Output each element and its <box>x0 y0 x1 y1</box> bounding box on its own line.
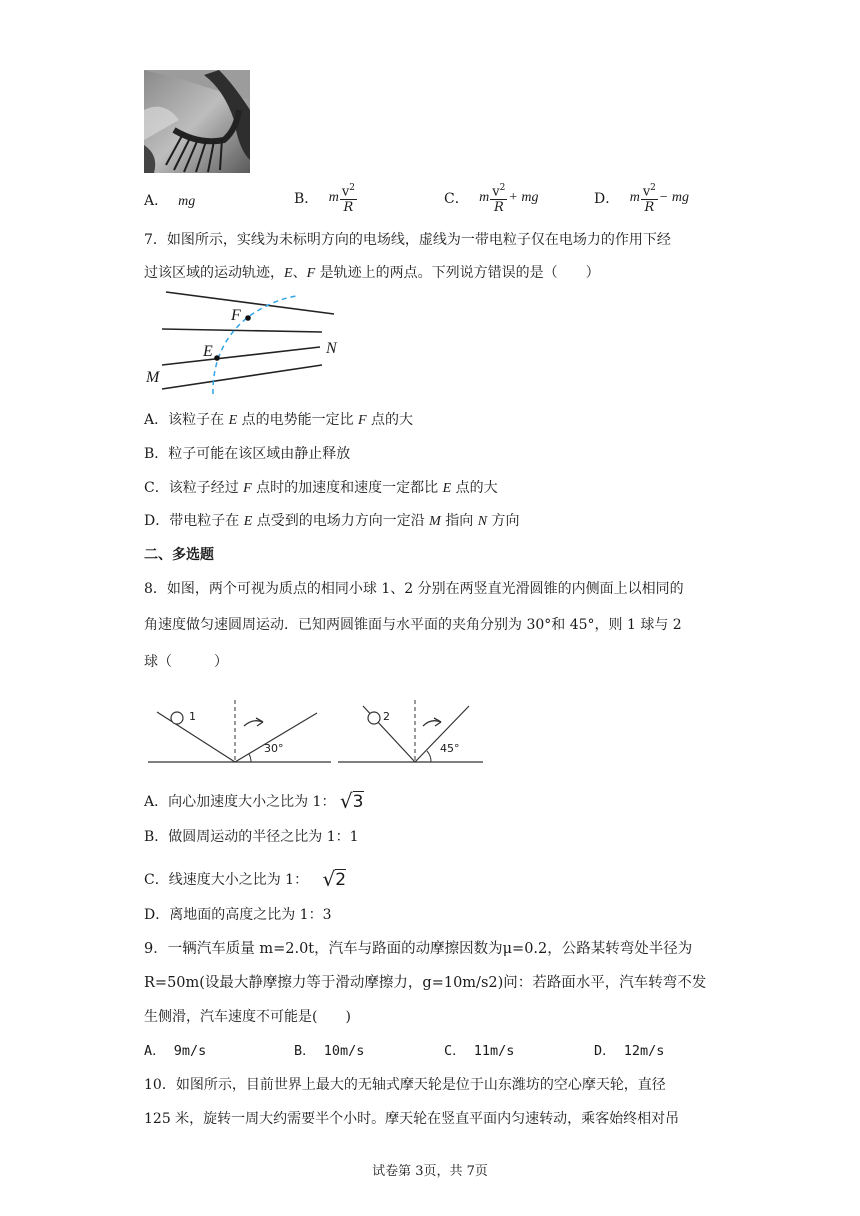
q9-stem-line3: 生侧滑，汽车速度不可能是( ) <box>144 1009 351 1025</box>
q6-option-a[interactable] <box>144 194 195 209</box>
q9-option-a[interactable]: A． 9m/s <box>144 1043 207 1059</box>
fraction <box>490 181 507 215</box>
point-e-dot <box>214 355 220 361</box>
denominator: R <box>493 200 504 216</box>
q10-stem-line1: 10．如图所示，目前世界上最大的无轴式摩天轮是位于山东潍坊的空心摩天轮，直径 <box>144 1077 666 1093</box>
ball-1-label: 1 <box>189 710 196 723</box>
option-label: D． <box>594 191 620 208</box>
point-e: E <box>284 266 293 281</box>
figure-label-e: E <box>203 343 213 360</box>
text: A．该粒子在 <box>144 412 229 428</box>
page-footer: 试卷第 3页，共 7页 <box>372 1164 488 1179</box>
text: C．线速度大小之比为 1： <box>144 872 309 888</box>
q9-option-c[interactable]: C． 11m/s <box>444 1043 515 1059</box>
numerator: v <box>642 184 651 200</box>
text: 过该区域的运动轨迹， <box>144 265 284 281</box>
exponent: 2 <box>650 183 656 193</box>
field-line <box>162 347 320 365</box>
q7-option-d[interactable] <box>144 514 520 529</box>
q7-stem-line1: 7．如图所示，实线为未标明方向的电场线，虚线为一带电粒子仅在电场力的作用下经 <box>144 232 671 248</box>
denominator: R <box>644 200 655 216</box>
point-n: N <box>477 514 488 529</box>
text: 指向 <box>440 513 478 529</box>
text: 点时的加速度和速度一定都比 <box>251 480 443 496</box>
point-m: M <box>429 514 441 529</box>
q8-stem-line2: 角速度做匀速圆周运动．已知两圆锥面与水平面的夹角分别为 30°和 45°，则 1 球与 2 <box>144 617 682 633</box>
point-e: E <box>243 514 253 529</box>
electric-field-figure <box>140 286 340 396</box>
q8-option-c[interactable] <box>144 867 347 891</box>
text: 点的电势能一定比 <box>237 412 359 428</box>
option-post: + mg <box>508 190 539 206</box>
numerator: v <box>492 184 500 200</box>
q8-stem-line1: 8．如图，两个可视为质点的相同小球 1、2 分别在两竖直光滑圆锥的内侧面上以相同的 <box>144 581 684 597</box>
q7-option-a[interactable] <box>144 413 413 428</box>
q9-option-b[interactable]: B． 10m/s <box>294 1043 365 1059</box>
text: 点受到的电场力方向一定沿 <box>252 513 430 529</box>
option-text: mg <box>178 194 196 209</box>
point-e: E <box>442 481 452 496</box>
water-slide-photo <box>144 70 250 173</box>
q8-stem-line3: 球（ ） <box>144 654 228 670</box>
option-pre: m <box>328 190 339 206</box>
figure-label-f: F <box>231 307 241 324</box>
text: A．向心加速度大小之比为 1： <box>144 794 336 810</box>
section-heading: 二、多选题 <box>144 547 214 563</box>
figure-label-m: M <box>146 369 160 386</box>
q8-option-a[interactable] <box>144 789 364 813</box>
text: 点的大 <box>366 412 414 428</box>
option-post: − mg <box>658 190 689 206</box>
q9-stem-line1: 9．一辆汽车质量 m=2.0t，汽车与路面的动摩擦因数为μ=0.2，公路某转弯处半径为 <box>144 941 693 957</box>
field-line <box>162 365 322 389</box>
angle-45-label: 45° <box>440 742 460 755</box>
option-label: C． <box>444 191 469 208</box>
fraction <box>340 181 357 215</box>
field-line <box>162 329 322 332</box>
text: 是轨迹上的两点。下列说方错误的是（ ） <box>315 265 600 281</box>
exponent: 2 <box>499 183 506 193</box>
numerator: v <box>341 184 350 200</box>
figure-label-n: N <box>326 340 337 357</box>
q7-stem-line2 <box>144 266 600 281</box>
angle-30-label: 30° <box>264 742 284 755</box>
option-label: A． <box>144 193 169 209</box>
text: D．带电粒子在 <box>144 513 244 529</box>
radicand: 3 <box>352 792 364 812</box>
point-f: F <box>306 266 316 281</box>
text: 方向 <box>487 513 520 529</box>
q8-option-b[interactable]: B．做圆周运动的半径之比为 1：1 <box>144 829 359 845</box>
radicand: 2 <box>335 870 347 890</box>
option-pre: m <box>629 190 640 206</box>
q8-option-d[interactable]: D．离地面的高度之比为 1：3 <box>144 907 332 923</box>
point-e: E <box>228 413 238 428</box>
text: 、 <box>292 265 307 281</box>
text: 点的大 <box>451 480 498 496</box>
ball-2-label: 2 <box>383 710 390 723</box>
q10-stem-line2: 125 米，旋转一周大约需要半个小时。摩天轮在竖直平面内匀速转动，乘客始终相对吊 <box>144 1111 680 1127</box>
point-f-dot <box>245 315 251 321</box>
q9-option-d[interactable]: D． 12m/s <box>594 1043 665 1059</box>
fraction <box>641 181 658 215</box>
q6-option-d[interactable] <box>594 181 689 215</box>
q9-stem-line2: R=50m(设最大静摩擦力等于滑动摩擦力，g=10m/s2)问：若路面水平，汽车转弯不发 <box>144 975 707 991</box>
option-label: B． <box>294 191 319 208</box>
point-f: F <box>243 481 252 496</box>
sqrt-icon: √ <box>339 789 353 813</box>
field-line <box>166 292 334 314</box>
cone-figure-30 <box>145 698 335 768</box>
denominator: R <box>343 200 354 216</box>
q6-option-b[interactable] <box>294 181 358 215</box>
option-pre: m <box>479 190 490 206</box>
text: C．该粒子经过 <box>144 480 244 496</box>
sqrt-icon: √ <box>322 867 336 891</box>
point-f: F <box>358 413 367 428</box>
q6-option-c[interactable] <box>444 181 538 215</box>
exponent: 2 <box>349 183 355 193</box>
q7-option-c[interactable] <box>144 481 498 496</box>
q7-option-b[interactable]: B．粒子可能在该区域由静止释放 <box>144 446 351 462</box>
cone-figure-45 <box>338 698 488 768</box>
